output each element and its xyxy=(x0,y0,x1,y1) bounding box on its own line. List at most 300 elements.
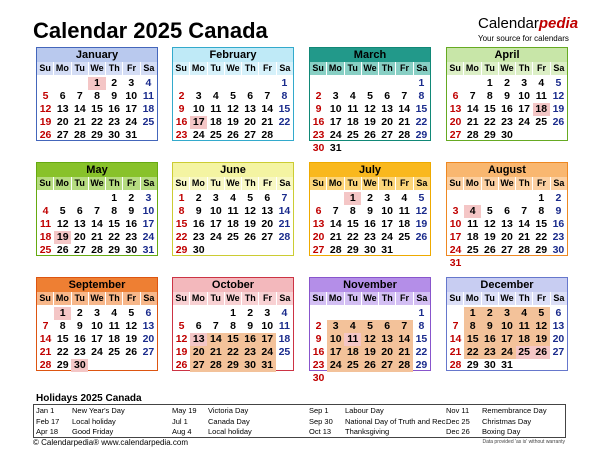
day-cell: 12 xyxy=(415,205,428,217)
day-cell: 17 xyxy=(381,218,393,230)
empty-cell xyxy=(310,307,327,320)
month-november xyxy=(309,277,431,384)
day-cell: 24 xyxy=(91,346,103,358)
day-cell: 13 xyxy=(312,218,325,230)
weekday-label: Th xyxy=(515,177,532,190)
day-cell: 11 xyxy=(467,218,479,230)
holiday-day-cell: 26 xyxy=(533,346,550,359)
day-cell: 9 xyxy=(315,103,322,115)
day-cell: 2 xyxy=(504,77,510,89)
day-cell: 26 xyxy=(552,116,565,128)
day-cell: 23 xyxy=(175,129,188,141)
weekday-row xyxy=(173,177,293,190)
holiday-date: Nov 11 xyxy=(446,406,470,415)
day-cell: 22 xyxy=(347,231,359,243)
day-cell: 12 xyxy=(484,218,496,230)
day-cell: 15 xyxy=(278,103,291,115)
holiday-name: Boxing Day xyxy=(482,427,521,436)
day-cell: 17 xyxy=(329,116,342,128)
brand-name-part2: pedia xyxy=(538,15,579,32)
empty-cell xyxy=(207,307,224,320)
day-cell: 13 xyxy=(142,320,155,332)
holiday-day-cell: 1 xyxy=(54,307,71,320)
weekday-label: We xyxy=(361,177,378,190)
day-cell: 26 xyxy=(56,244,69,256)
footer-disclaimer: Data provided 'as is' without warranty xyxy=(482,439,565,445)
day-cell: 3 xyxy=(332,90,339,102)
day-cell: 19 xyxy=(39,116,52,128)
day-cell: 2 xyxy=(555,192,562,204)
weekday-label: Su xyxy=(312,178,324,188)
holiday-date: Sep 30 xyxy=(309,416,333,426)
day-cell: 4 xyxy=(516,307,533,320)
day-cell: 12 xyxy=(364,103,376,115)
day-cell: 21 xyxy=(207,346,224,359)
weekday-label: Tu xyxy=(344,62,361,75)
day-cell: 11 xyxy=(398,205,410,217)
day-cell: 4 xyxy=(538,77,545,89)
day-cell: 12 xyxy=(244,205,256,217)
day-cell: 22 xyxy=(56,346,69,358)
day-cell: 2 xyxy=(367,192,373,204)
holiday-date: Jan 1 xyxy=(36,406,55,415)
day-cell: 6 xyxy=(504,205,510,217)
weekday-label: Th xyxy=(105,292,122,305)
day-cell: 24 xyxy=(381,231,393,243)
day-cell: 26 xyxy=(39,129,52,141)
day-cell: 28 xyxy=(466,129,479,141)
weekday-label: Th xyxy=(105,62,122,75)
day-cell: 10 xyxy=(449,218,462,230)
day-cell: 9 xyxy=(178,103,185,115)
day-cell: 5 xyxy=(128,307,135,319)
day-cell: 27 xyxy=(449,129,462,141)
weekday-label: Mo xyxy=(189,177,206,190)
day-cell: 25 xyxy=(347,129,359,141)
day-cell: 19 xyxy=(484,231,496,243)
month-october xyxy=(172,277,294,371)
empty-cell xyxy=(498,192,515,205)
day-cell: 8 xyxy=(178,205,185,217)
weekday-label: Sa xyxy=(276,62,293,75)
day-cell: 18 xyxy=(347,116,359,128)
day-cell: 23 xyxy=(192,231,205,243)
holiday-date: Feb 17 xyxy=(36,416,60,426)
day-cell: 21 xyxy=(449,346,462,358)
day-cell: 3 xyxy=(498,307,515,320)
empty-cell xyxy=(190,77,207,90)
weekday-label: Sa xyxy=(550,62,567,75)
day-cell: 12 xyxy=(125,320,138,332)
day-cell: 6 xyxy=(555,307,562,319)
day-cell: 18 xyxy=(210,116,222,128)
brand-logo[interactable] xyxy=(478,15,578,32)
day-grid xyxy=(310,77,430,155)
day-cell: 24 xyxy=(498,346,515,359)
day-cell: 16 xyxy=(192,218,205,230)
month-name: May xyxy=(37,163,157,177)
day-cell: 11 xyxy=(210,103,222,115)
day-cell: 12 xyxy=(39,103,52,115)
day-cell: 24 xyxy=(259,346,276,359)
weekday-label: Sa xyxy=(140,292,157,305)
day-cell: 20 xyxy=(379,346,396,359)
day-cell: 8 xyxy=(94,90,100,102)
day-cell: 2 xyxy=(76,307,83,319)
day-cell: 7 xyxy=(396,320,413,333)
weekday-label: Sa xyxy=(140,177,157,190)
day-grid xyxy=(37,77,157,142)
month-january xyxy=(36,47,158,141)
day-cell: 3 xyxy=(521,77,528,89)
day-cell: 5 xyxy=(533,307,550,320)
day-cell: 19 xyxy=(533,333,550,346)
brand-name-part1: Calendar xyxy=(478,15,539,32)
day-cell: 30 xyxy=(501,129,513,141)
day-cell: 23 xyxy=(108,116,120,128)
month-name: June xyxy=(173,163,293,177)
day-cell: 2 xyxy=(195,192,202,204)
day-cell: 4 xyxy=(42,205,49,217)
day-cell: 22 xyxy=(224,346,241,359)
day-cell: 1 xyxy=(111,192,118,204)
day-cell: 18 xyxy=(344,346,361,359)
day-cell: 28 xyxy=(74,129,86,141)
day-cell: 26 xyxy=(361,359,378,372)
day-cell: 22 xyxy=(278,116,291,128)
day-cell: 23 xyxy=(312,359,325,371)
day-grid xyxy=(447,307,567,372)
weekday-label: Mo xyxy=(189,292,206,305)
day-cell: 31 xyxy=(125,129,138,141)
day-cell: 1 xyxy=(418,77,425,89)
day-cell: 15 xyxy=(175,218,188,230)
day-cell: 12 xyxy=(552,90,565,102)
day-cell: 17 xyxy=(210,218,222,230)
day-cell: 21 xyxy=(329,231,342,243)
weekday-row xyxy=(173,292,293,305)
weekday-label: Mo xyxy=(463,62,480,75)
day-cell: 10 xyxy=(518,90,530,102)
day-cell: 1 xyxy=(230,307,236,319)
holiday-date: Jul 1 xyxy=(172,416,188,426)
day-cell: 28 xyxy=(261,129,274,141)
month-name: February xyxy=(173,48,293,62)
day-cell: 10 xyxy=(142,205,155,217)
day-cell: 7 xyxy=(264,90,271,102)
weekday-row xyxy=(310,62,430,75)
day-cell: 18 xyxy=(227,218,239,230)
day-cell: 6 xyxy=(379,320,396,333)
day-cell: 29 xyxy=(91,129,103,141)
weekday-label: Su xyxy=(175,293,187,303)
day-cell: 24 xyxy=(518,116,530,128)
holiday-date: Dec 25 xyxy=(446,416,470,426)
holiday-day-cell: 1 xyxy=(344,192,361,205)
empty-cell xyxy=(37,192,54,205)
holiday-name: Canada Day xyxy=(208,416,250,426)
holiday-name: Local holiday xyxy=(208,427,252,436)
weekday-row xyxy=(310,292,430,305)
day-cell: 1 xyxy=(418,307,425,319)
day-cell: 27 xyxy=(56,129,69,141)
weekday-label: Mo xyxy=(53,177,70,190)
empty-cell xyxy=(37,307,54,320)
weekday-label: We xyxy=(498,292,515,305)
day-cell: 4 xyxy=(212,90,219,102)
day-cell: 8 xyxy=(486,90,493,102)
day-cell: 22 xyxy=(484,116,496,128)
day-cell: 25 xyxy=(227,231,239,243)
day-cell: 3 xyxy=(327,320,344,333)
day-cell: 13 xyxy=(56,103,69,115)
day-cell: 6 xyxy=(145,307,152,319)
day-cell: 18 xyxy=(516,333,533,346)
holiday-name: Remembrance Day xyxy=(482,406,547,415)
weekday-label: Su xyxy=(312,63,324,73)
day-cell: 6 xyxy=(264,192,271,204)
month-name: March xyxy=(310,48,430,62)
day-cell: 10 xyxy=(261,320,274,332)
holiday-name: Labour Day xyxy=(345,406,384,415)
weekday-label: Su xyxy=(312,293,324,303)
day-cell: 18 xyxy=(466,231,479,243)
day-cell: 5 xyxy=(247,192,254,204)
day-cell: 31 xyxy=(142,244,155,256)
empty-cell xyxy=(327,77,344,90)
day-cell: 6 xyxy=(384,90,391,102)
day-cell: 16 xyxy=(74,333,86,345)
day-cell: 22 xyxy=(91,116,103,128)
day-cell: 23 xyxy=(312,129,325,141)
day-cell: 21 xyxy=(466,116,479,128)
day-cell: 26 xyxy=(415,231,428,243)
day-cell: 9 xyxy=(111,90,118,102)
day-cell: 8 xyxy=(538,205,545,217)
holiday-name: National Day of Truth and Rec. xyxy=(345,416,448,426)
day-cell: 12 xyxy=(533,320,550,333)
day-cell: 3 xyxy=(145,192,152,204)
month-february xyxy=(172,47,294,141)
weekday-label: Tu xyxy=(207,292,224,305)
day-cell: 14 xyxy=(207,333,224,346)
day-cell: 16 xyxy=(175,116,188,128)
day-cell: 30 xyxy=(312,142,325,154)
day-cell: 25 xyxy=(39,244,52,256)
weekday-label: Sa xyxy=(413,177,430,190)
day-cell: 11 xyxy=(142,90,154,102)
day-cell: 22 xyxy=(464,346,481,359)
day-cell: 10 xyxy=(381,205,393,217)
holidays-table xyxy=(33,404,566,438)
day-cell: 10 xyxy=(125,90,138,102)
holiday-day-cell: 4 xyxy=(464,205,481,218)
day-cell: 9 xyxy=(128,205,135,217)
day-cell: 14 xyxy=(449,333,462,345)
day-cell: 7 xyxy=(94,205,100,217)
day-cell: 11 xyxy=(40,218,52,230)
day-cell: 16 xyxy=(242,333,259,346)
day-cell: 11 xyxy=(227,205,239,217)
weekday-label: Th xyxy=(241,62,258,75)
holiday-entry xyxy=(309,417,448,428)
day-cell: 16 xyxy=(481,333,498,346)
day-cell: 30 xyxy=(364,244,376,256)
day-cell: 9 xyxy=(555,205,562,217)
day-cell: 19 xyxy=(244,218,256,230)
holiday-entry xyxy=(309,406,448,417)
weekday-row xyxy=(37,62,157,75)
day-cell: 15 xyxy=(56,333,69,345)
empty-cell xyxy=(54,192,71,205)
day-grid xyxy=(310,307,430,385)
weekday-label: Fr xyxy=(532,62,549,75)
day-cell: 29 xyxy=(415,359,428,371)
holiday-date: Apr 18 xyxy=(36,427,59,436)
day-cell: 7 xyxy=(469,90,476,102)
day-cell: 12 xyxy=(227,103,239,115)
empty-cell xyxy=(464,192,481,205)
holiday-name: Victoria Day xyxy=(208,406,249,415)
weekday-label: Mo xyxy=(463,292,480,305)
weekday-label: Fr xyxy=(532,292,549,305)
month-june xyxy=(172,162,294,256)
weekday-label: Su xyxy=(175,63,187,73)
day-cell: 9 xyxy=(504,90,510,102)
empty-cell xyxy=(447,192,464,205)
day-cell: 12 xyxy=(56,218,69,230)
holiday-day-cell: 30 xyxy=(71,359,88,372)
day-grid xyxy=(310,192,430,257)
day-cell: 5 xyxy=(418,192,425,204)
holiday-name: Good Friday xyxy=(72,427,114,436)
weekday-label: Sa xyxy=(140,62,157,75)
day-cell: 31 xyxy=(381,244,393,256)
day-cell: 14 xyxy=(466,103,479,115)
day-cell: 3 xyxy=(94,307,100,319)
day-cell: 8 xyxy=(418,90,425,102)
day-cell: 2 xyxy=(247,307,254,319)
weekday-label: Tu xyxy=(207,177,224,190)
day-cell: 13 xyxy=(379,333,396,346)
day-cell: 28 xyxy=(39,359,52,371)
day-cell: 7 xyxy=(212,320,219,332)
weekday-label: Fr xyxy=(395,62,412,75)
weekday-label: We xyxy=(361,292,378,305)
day-cell: 5 xyxy=(230,90,236,102)
day-cell: 3 xyxy=(384,192,391,204)
day-cell: 30 xyxy=(192,244,205,256)
day-cell: 7 xyxy=(42,320,49,332)
weekday-label: Tu xyxy=(207,62,224,75)
holiday-entry xyxy=(446,427,547,438)
day-cell: 2 xyxy=(481,307,498,320)
day-cell: 5 xyxy=(42,90,49,102)
day-cell: 24 xyxy=(192,129,205,141)
day-cell: 27 xyxy=(261,231,274,243)
weekday-label: Sa xyxy=(413,62,430,75)
empty-cell xyxy=(310,192,327,205)
holiday-date: Aug 4 xyxy=(172,427,192,436)
empty-cell xyxy=(379,77,396,90)
day-cell: 25 xyxy=(344,359,361,372)
brand-tagline: Your source for calendars xyxy=(478,34,569,43)
day-cell: 15 xyxy=(415,333,428,345)
month-december xyxy=(446,277,568,371)
day-cell: 30 xyxy=(125,244,138,256)
day-cell: 4 xyxy=(230,192,236,204)
weekday-label: Tu xyxy=(344,292,361,305)
day-cell: 19 xyxy=(361,346,378,359)
day-cell: 25 xyxy=(278,346,291,358)
weekday-label: We xyxy=(88,292,105,305)
day-cell: 23 xyxy=(242,346,259,359)
empty-cell xyxy=(344,307,361,320)
day-cell: 17 xyxy=(327,346,344,359)
empty-cell xyxy=(396,307,413,320)
day-cell: 3 xyxy=(212,192,219,204)
day-cell: 30 xyxy=(108,129,120,141)
day-cell: 1 xyxy=(538,192,545,204)
day-cell: 9 xyxy=(367,205,373,217)
day-cell: 2 xyxy=(178,90,185,102)
empty-cell xyxy=(88,192,105,205)
day-cell: 27 xyxy=(379,359,396,372)
day-cell: 29 xyxy=(415,129,428,141)
day-cell: 18 xyxy=(108,333,120,345)
weekday-row xyxy=(37,177,157,190)
day-cell: 8 xyxy=(59,320,66,332)
day-cell: 27 xyxy=(74,244,86,256)
day-cell: 28 xyxy=(398,129,411,141)
day-cell: 5 xyxy=(486,205,493,217)
empty-cell xyxy=(464,77,481,90)
day-cell: 6 xyxy=(195,320,202,332)
day-grid xyxy=(173,192,293,257)
day-cell: 15 xyxy=(347,218,359,230)
holiday-name: Christmas Day xyxy=(482,416,532,426)
day-cell: 1 xyxy=(178,192,185,204)
holiday-day-cell: 18 xyxy=(533,103,550,116)
holiday-entry xyxy=(172,427,252,438)
day-cell: 19 xyxy=(415,218,428,230)
holiday-day-cell: 13 xyxy=(190,333,207,346)
holiday-entry xyxy=(172,417,252,428)
day-cell: 13 xyxy=(244,103,256,115)
day-cell: 16 xyxy=(125,218,138,230)
day-cell: 4 xyxy=(281,307,288,319)
day-cell: 9 xyxy=(195,205,202,217)
weekday-label: Su xyxy=(39,178,51,188)
weekday-row xyxy=(310,177,430,190)
day-cell: 10 xyxy=(210,205,222,217)
day-cell: 18 xyxy=(398,218,411,230)
day-grid xyxy=(447,77,567,142)
day-cell: 15 xyxy=(484,103,496,115)
day-cell: 31 xyxy=(449,257,462,269)
weekday-row xyxy=(37,292,157,305)
day-cell: 2 xyxy=(128,192,135,204)
holiday-entry xyxy=(309,427,448,438)
weekday-label: Th xyxy=(241,292,258,305)
day-cell: 11 xyxy=(535,90,547,102)
weekday-label: Mo xyxy=(53,292,70,305)
empty-cell xyxy=(447,77,464,90)
month-name: January xyxy=(37,48,157,62)
day-cell: 25 xyxy=(142,116,155,128)
day-cell: 24 xyxy=(327,359,344,372)
day-cell: 12 xyxy=(175,333,188,345)
